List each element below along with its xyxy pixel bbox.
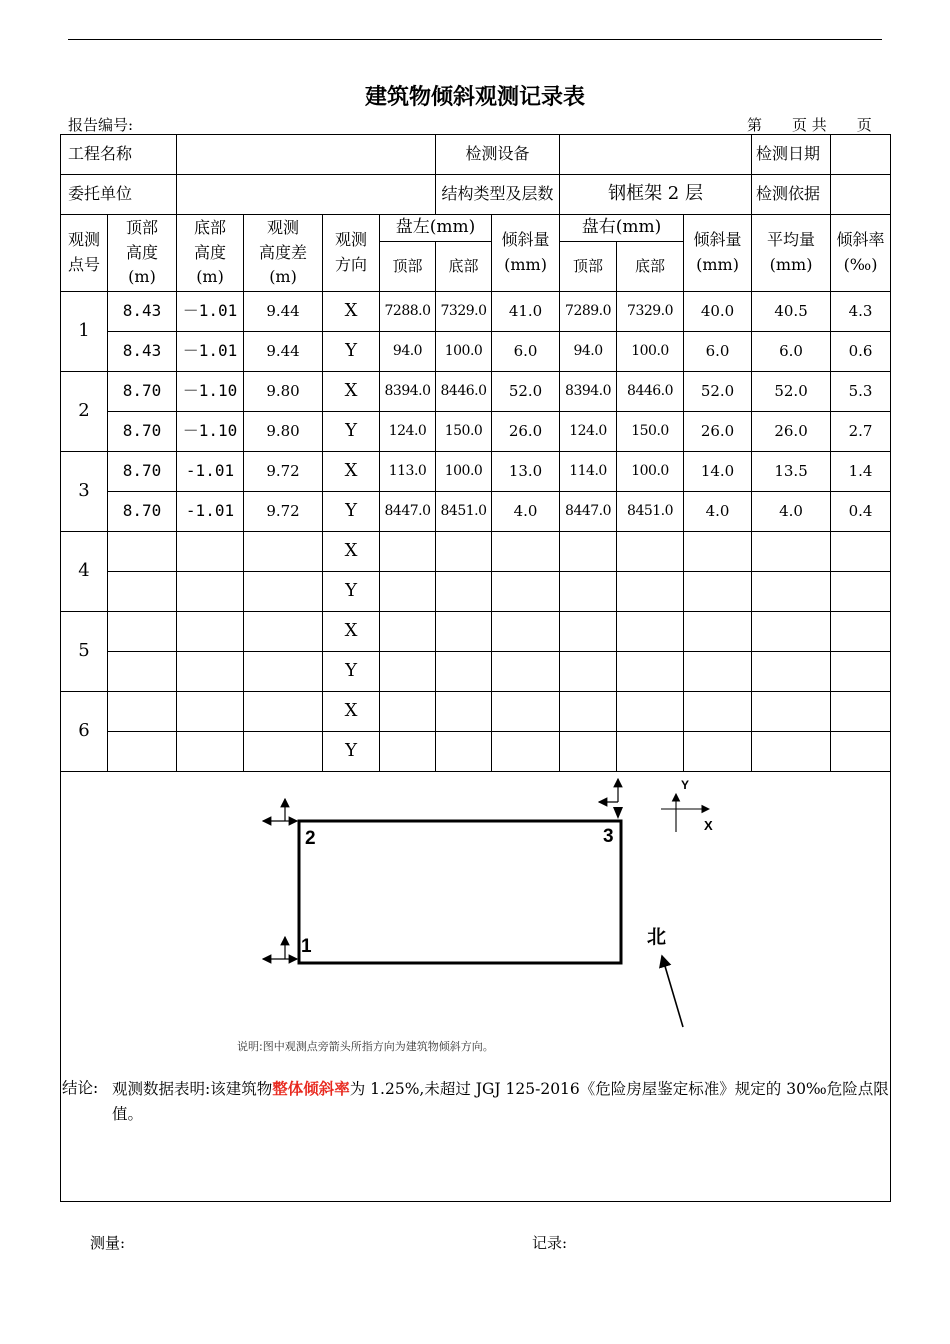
average-cell <box>752 732 831 772</box>
right-tilt-cell <box>684 652 752 692</box>
header-line: 观测 <box>267 217 300 237</box>
bottom-height-cell: －1.10 <box>177 372 244 412</box>
header-point <box>61 215 108 292</box>
left-tilt-cell <box>492 692 560 732</box>
point-2-label: 2 <box>305 828 316 849</box>
conclusion <box>62 1076 890 1127</box>
bottom-height-cell <box>177 572 244 612</box>
point-number-cell: 5 <box>61 612 108 692</box>
direction-cell: X <box>323 692 380 732</box>
conclusion-text-before: 观测数据表明:该建筑物 <box>112 1080 273 1098</box>
average-cell: 13.5 <box>752 452 831 492</box>
conclusion-label: 结论: <box>62 1079 99 1097</box>
point-3-label: 3 <box>603 826 614 847</box>
height-diff-cell: 9.72 <box>244 492 323 532</box>
left-tilt-cell <box>492 732 560 772</box>
left-bottom-cell <box>436 532 492 572</box>
direction-cell: X <box>323 372 380 412</box>
bottom-height-cell: -1.01 <box>177 492 244 532</box>
table-row <box>61 292 891 332</box>
header-line: 底部 <box>194 217 227 237</box>
direction-cell: X <box>323 292 380 332</box>
left-tilt-cell: 41.0 <box>492 292 560 332</box>
bottom-height-cell <box>177 612 244 652</box>
table-row <box>61 612 891 652</box>
left-top-cell <box>380 572 436 612</box>
direction-cell: X <box>323 452 380 492</box>
header-left-group: 盘左(mm) <box>380 215 492 242</box>
header-line: (mm) <box>696 255 739 274</box>
rate-cell <box>831 692 891 732</box>
bottom-height-cell: -1.01 <box>177 452 244 492</box>
header-line: 倾斜率 <box>836 230 885 250</box>
height-diff-cell: 9.44 <box>244 332 323 372</box>
header-right-top: 顶部 <box>560 242 617 292</box>
top-height-cell: 8.70 <box>108 492 177 532</box>
header-line: (m) <box>196 267 224 287</box>
height-diff-cell <box>244 612 323 652</box>
header-line: (mm) <box>504 255 547 274</box>
left-bottom-cell: 7329.0 <box>436 292 492 332</box>
point-number-cell: 4 <box>61 532 108 612</box>
client-value[interactable] <box>177 175 436 215</box>
rate-cell: 5.3 <box>831 372 891 412</box>
data-body <box>61 292 891 772</box>
right-bottom-cell <box>617 532 684 572</box>
header-height-diff <box>244 215 323 292</box>
rate-cell: 1.4 <box>831 452 891 492</box>
right-top-cell: 8447.0 <box>560 492 617 532</box>
header-line: (m) <box>128 267 156 287</box>
equipment-label: 检测设备 <box>436 135 560 175</box>
north-label: 北 <box>647 926 667 948</box>
right-bottom-cell <box>617 732 684 772</box>
average-cell: 52.0 <box>752 372 831 412</box>
top-height-cell <box>108 612 177 652</box>
page-count-label: 第 页 共 页 <box>747 116 872 134</box>
header-right-bottom: 底部 <box>617 242 684 292</box>
header-line: 观测 <box>67 230 100 250</box>
left-tilt-cell <box>492 532 560 572</box>
conclusion-text <box>112 1076 890 1127</box>
point-2-arrows <box>263 799 297 821</box>
right-top-cell <box>560 732 617 772</box>
rate-cell: 4.3 <box>831 292 891 332</box>
equipment-value[interactable] <box>560 135 752 175</box>
axis-y-label: Y <box>681 778 690 792</box>
right-top-cell <box>560 692 617 732</box>
left-tilt-cell: 4.0 <box>492 492 560 532</box>
bottom-height-cell <box>177 532 244 572</box>
report-number-label: 报告编号: <box>68 116 134 134</box>
structure-label: 结构类型及层数 <box>436 175 560 215</box>
left-bottom-cell: 150.0 <box>436 412 492 452</box>
average-cell: 4.0 <box>752 492 831 532</box>
left-bottom-cell: 100.0 <box>436 332 492 372</box>
client-label: 委托单位 <box>61 175 177 215</box>
header-line: 平均量 <box>767 230 816 250</box>
left-tilt-cell <box>492 572 560 612</box>
rate-cell <box>831 612 891 652</box>
table-row <box>61 372 891 412</box>
table-row <box>61 692 891 732</box>
header-line: 倾斜量 <box>693 230 742 250</box>
height-diff-cell <box>244 532 323 572</box>
top-height-cell <box>108 692 177 732</box>
header-line: (mm) <box>769 255 813 274</box>
left-top-cell <box>380 692 436 732</box>
direction-cell: Y <box>323 412 380 452</box>
bottom-height-cell: －1.01 <box>177 332 244 372</box>
left-tilt-cell: 52.0 <box>492 372 560 412</box>
direction-cell: X <box>323 612 380 652</box>
right-top-cell <box>560 652 617 692</box>
north-arrow-icon <box>662 956 683 1027</box>
height-diff-cell <box>244 692 323 732</box>
average-cell: 26.0 <box>752 412 831 452</box>
header-left-top: 顶部 <box>380 242 436 292</box>
height-diff-cell: 9.44 <box>244 292 323 332</box>
left-tilt-cell: 26.0 <box>492 412 560 452</box>
structure-value[interactable]: 钢框架 2 层 <box>560 175 752 215</box>
rate-cell <box>831 572 891 612</box>
top-height-cell: 8.43 <box>108 332 177 372</box>
right-tilt-cell <box>684 692 752 732</box>
header-average <box>752 215 831 292</box>
tilt-diagram <box>61 769 890 1069</box>
header-line: 高度 <box>126 242 159 262</box>
record-table <box>60 134 891 772</box>
top-height-cell: 8.70 <box>108 412 177 452</box>
average-cell <box>752 532 831 572</box>
left-bottom-cell <box>436 612 492 652</box>
bottom-height-cell <box>177 732 244 772</box>
left-top-cell: 7288.0 <box>380 292 436 332</box>
height-diff-cell <box>244 652 323 692</box>
right-bottom-cell: 150.0 <box>617 412 684 452</box>
right-tilt-cell: 40.0 <box>684 292 752 332</box>
header-line: (‰) <box>843 255 878 274</box>
direction-cell: Y <box>323 492 380 532</box>
right-tilt-cell <box>684 732 752 772</box>
left-bottom-cell: 8446.0 <box>436 372 492 412</box>
rate-cell: 0.6 <box>831 332 891 372</box>
right-tilt-cell <box>684 572 752 612</box>
header-line: 倾斜量 <box>501 230 550 250</box>
left-top-cell: 113.0 <box>380 452 436 492</box>
left-bottom-cell: 100.0 <box>436 452 492 492</box>
basis-value[interactable] <box>831 175 891 215</box>
direction-cell: Y <box>323 572 380 612</box>
project-name-label: 工程名称 <box>61 135 177 175</box>
conclusion-text-after: 为 1.25%,未超过 JGJ 125-2016《危险房屋鉴定标准》规定的 30‰危险点限值。 <box>112 1080 889 1123</box>
header-line: 点号 <box>67 255 100 274</box>
left-bottom-cell <box>436 692 492 732</box>
left-top-cell <box>380 652 436 692</box>
top-height-cell <box>108 572 177 612</box>
table-row <box>61 492 891 532</box>
table-row <box>61 332 891 372</box>
left-top-cell: 124.0 <box>380 412 436 452</box>
average-cell <box>752 612 831 652</box>
left-top-cell <box>380 612 436 652</box>
bottom-height-cell <box>177 652 244 692</box>
left-top-cell <box>380 532 436 572</box>
table-row <box>61 452 891 492</box>
table-row <box>61 532 891 572</box>
direction-cell: Y <box>323 652 380 692</box>
left-top-cell: 8394.0 <box>380 372 436 412</box>
bottom-height-cell <box>177 692 244 732</box>
point-number-cell: 1 <box>61 292 108 372</box>
table-row <box>61 412 891 452</box>
top-height-cell: 8.70 <box>108 452 177 492</box>
left-bottom-cell <box>436 652 492 692</box>
rate-cell <box>831 652 891 692</box>
right-top-cell <box>560 572 617 612</box>
rate-cell <box>831 732 891 772</box>
right-bottom-cell: 100.0 <box>617 332 684 372</box>
right-tilt-cell: 52.0 <box>684 372 752 412</box>
header-line: 顶部 <box>126 217 159 237</box>
direction-cell: Y <box>323 332 380 372</box>
right-top-cell: 124.0 <box>560 412 617 452</box>
left-top-cell: 8447.0 <box>380 492 436 532</box>
rate-cell: 2.7 <box>831 412 891 452</box>
left-bottom-cell <box>436 732 492 772</box>
top-rule <box>68 39 882 40</box>
right-top-cell <box>560 612 617 652</box>
bottom-height-cell: －1.01 <box>177 292 244 332</box>
top-height-cell <box>108 732 177 772</box>
top-height-cell <box>108 532 177 572</box>
left-bottom-cell <box>436 572 492 612</box>
right-tilt-cell: 6.0 <box>684 332 752 372</box>
point-number-cell: 3 <box>61 452 108 532</box>
top-height-cell <box>108 652 177 692</box>
header-line: 高度差 <box>259 242 308 262</box>
right-bottom-cell: 8446.0 <box>617 372 684 412</box>
header-line: 方向 <box>335 255 368 274</box>
table-row <box>61 572 891 612</box>
header-line: 观测 <box>335 230 368 250</box>
header-left-tilt <box>492 215 560 292</box>
record-label: 记录: <box>532 1234 568 1252</box>
left-bottom-cell: 8451.0 <box>436 492 492 532</box>
right-bottom-cell: 8451.0 <box>617 492 684 532</box>
top-height-cell: 8.70 <box>108 372 177 412</box>
axis-indicator <box>661 778 713 833</box>
bottom-height-cell: －1.10 <box>177 412 244 452</box>
height-diff-cell: 9.80 <box>244 412 323 452</box>
left-top-cell <box>380 732 436 772</box>
diagram-area <box>60 769 891 1202</box>
right-top-cell: 8394.0 <box>560 372 617 412</box>
rate-cell <box>831 532 891 572</box>
right-bottom-cell <box>617 612 684 652</box>
right-tilt-cell <box>684 612 752 652</box>
diagram-note: 说明:图中观测点旁箭头所指方向为建筑物倾斜方向。 <box>237 1040 494 1053</box>
header-line: (m) <box>269 267 297 287</box>
left-tilt-cell <box>492 652 560 692</box>
table-row <box>61 732 891 772</box>
average-cell <box>752 572 831 612</box>
point-3-arrows <box>599 779 623 819</box>
table-row <box>61 652 891 692</box>
direction-cell: X <box>323 532 380 572</box>
average-cell <box>752 692 831 732</box>
point-number-cell: 2 <box>61 372 108 452</box>
right-tilt-cell: 4.0 <box>684 492 752 532</box>
direction-cell: Y <box>323 732 380 772</box>
header-right-tilt <box>684 215 752 292</box>
right-bottom-cell <box>617 692 684 732</box>
header-line: 高度 <box>194 242 227 262</box>
height-diff-cell: 9.72 <box>244 452 323 492</box>
record-table-wrapper <box>60 134 890 772</box>
project-name-value[interactable] <box>177 135 436 175</box>
left-tilt-cell: 13.0 <box>492 452 560 492</box>
right-bottom-cell <box>617 652 684 692</box>
header-left-bottom: 底部 <box>436 242 492 292</box>
header-rate <box>831 215 891 292</box>
header-bottom-height <box>177 215 244 292</box>
right-bottom-cell: 100.0 <box>617 452 684 492</box>
header-direction <box>323 215 380 292</box>
page-title: 建筑物倾斜观测记录表 <box>364 84 585 110</box>
north-indicator <box>647 926 683 1027</box>
height-diff-cell <box>244 732 323 772</box>
average-cell: 6.0 <box>752 332 831 372</box>
right-top-cell: 114.0 <box>560 452 617 492</box>
left-top-cell: 94.0 <box>380 332 436 372</box>
measure-label: 测量: <box>90 1234 126 1252</box>
height-diff-cell: 9.80 <box>244 372 323 412</box>
date-label: 检测日期 <box>752 135 831 175</box>
left-tilt-cell <box>492 612 560 652</box>
top-height-cell: 8.43 <box>108 292 177 332</box>
point-number-cell: 6 <box>61 692 108 772</box>
left-tilt-cell: 6.0 <box>492 332 560 372</box>
right-tilt-cell: 26.0 <box>684 412 752 452</box>
header-right-group: 盘右(mm) <box>560 215 684 242</box>
right-bottom-cell <box>617 572 684 612</box>
point-1-label: 1 <box>301 936 312 957</box>
basis-label: 检测依据 <box>752 175 831 215</box>
right-top-cell: 94.0 <box>560 332 617 372</box>
rate-cell: 0.4 <box>831 492 891 532</box>
right-top-cell <box>560 532 617 572</box>
conclusion-highlight: 整体倾斜率 <box>272 1079 350 1098</box>
average-cell: 40.5 <box>752 292 831 332</box>
point-1-arrows <box>263 937 297 959</box>
height-diff-cell <box>244 572 323 612</box>
right-bottom-cell: 7329.0 <box>617 292 684 332</box>
axis-x-label: X <box>704 818 713 833</box>
date-value[interactable] <box>831 135 891 175</box>
right-tilt-cell: 14.0 <box>684 452 752 492</box>
right-top-cell: 7289.0 <box>560 292 617 332</box>
average-cell <box>752 652 831 692</box>
right-tilt-cell <box>684 532 752 572</box>
header-top-height <box>108 215 177 292</box>
building-outline <box>299 821 621 963</box>
